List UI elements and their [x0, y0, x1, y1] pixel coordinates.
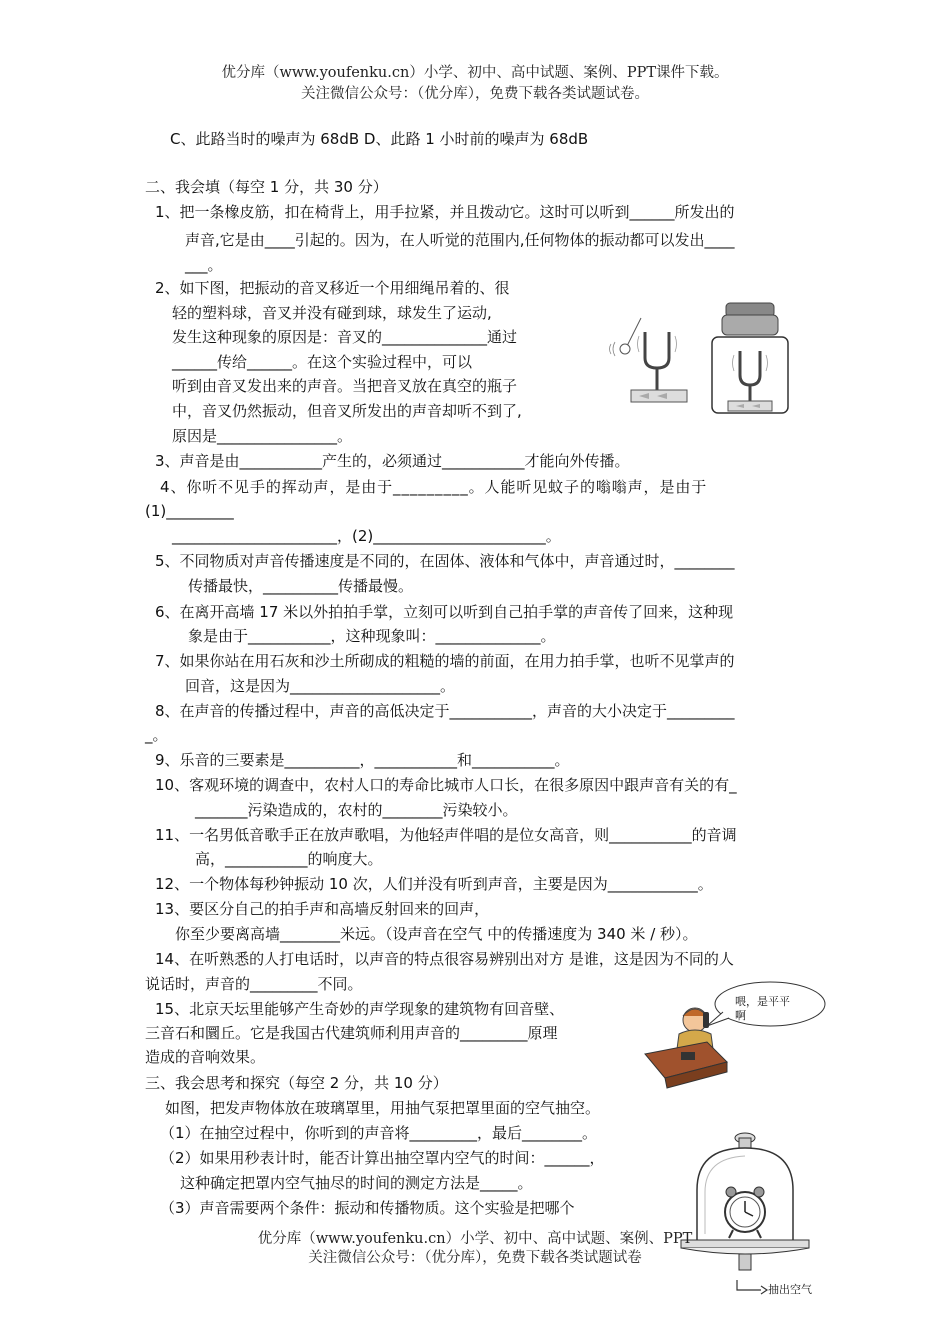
q2-line-2: 轻的塑料球，音叉并没有碰到球，球发生了运动, — [172, 304, 492, 322]
q10-line-2: _______污染造成的，农村的________污染较小。 — [195, 801, 518, 819]
section-3-title: 三、我会思考和探究（每空 2 分，共 10 分） — [145, 1074, 448, 1092]
phone-bubble-line-2: 啊 — [735, 1009, 746, 1022]
q6-line-2: 象是由于___________，这种现象叫：______________。 — [188, 627, 556, 645]
section-2-title: 二、我会填（每空 1 分，共 30 分） — [145, 178, 388, 196]
q5-line-2: 传播最快，__________传播最慢。 — [188, 577, 414, 595]
q13-line-2: 你至少要离高墙________米远。（设声音在空气 中的传播速度为 340 米 / 秒）。 — [175, 925, 698, 943]
q2-line-1: 2、如下图，把振动的音叉移近一个用细绳吊着的、很 — [155, 279, 510, 297]
footer-line-1: 优分库（www.youfenku.cn）小学、初中、高中试题、案例、PPT — [257, 1231, 693, 1247]
q15-line-1: 15、北京天坛里能够产生奇妙的声学现象的建筑物有回音壁、 — [155, 1000, 565, 1018]
header-line-2: 关注微信公众号：（优分库），免费下载各类试题试卷。 — [301, 86, 649, 102]
phone-bubble-line-1: 喂，是平平 — [735, 995, 790, 1008]
q10-line-1: 10、客观环境的调查中，农村人口的寿命比城市人口长，在很多原因中跟声音有关的有_ — [155, 776, 737, 794]
q8-line-1: 8、在声音的传播过程中，声音的高低决定于___________，声音的大小决定于_________ — [155, 702, 735, 720]
q4-line-3: ______________________，(2)_______________________。 — [172, 527, 561, 545]
p3-line-3: （2）如果用秒表计时，能否计算出抽空罩内空气的时间：______， — [160, 1149, 605, 1167]
q4-line-2: (1)_________ — [145, 502, 234, 520]
p3-line-1: 如图，把发声物体放在玻璃罩里，用抽气泵把罩里面的空气抽空。 — [165, 1099, 601, 1117]
q8-line-2: _。 — [145, 726, 168, 744]
header-line-1: 优分库（www.youfenku.cn）小学、初中、高中试题、案例、PPT课件下载。 — [221, 65, 729, 81]
tuning-fork-jar-figure — [710, 303, 790, 415]
q5-line-1: 5、不同物质对声音传播速度是不同的，在固体、液体和气体中，声音通过时，________ — [155, 552, 735, 570]
q6-line-1: 6、在离开高墙 17 米以外拍拍手掌，立刻可以听到自己拍手掌的声音传了回来，这种现 — [155, 603, 734, 621]
q7-line-1: 7、如果你站在用石灰和沙土所砌成的粗糙的墙的前面，在用力拍手掌，也听不见掌声的 — [155, 652, 735, 670]
q14-line-1: 14、在听熟悉的人打电话时，以声音的特点很容易辨别出对方 是谁，这是因为不同的人 — [155, 950, 734, 968]
q4-line-1: 4、你听不见手的挥动声，是由于_________。人能听见蚊子的嗡嗡声，是由于 — [160, 478, 708, 496]
q9: 9、乐音的三要素是__________，___________和___________。 — [155, 751, 570, 769]
q15-line-2: 三音石和圜丘。它是我国古代建筑师利用声音的_________原理 — [145, 1024, 558, 1042]
q13-line-1: 13、要区分自己的拍手声和高墙反射回来的回声， — [155, 900, 490, 918]
p3-line-2: （1）在抽空过程中，你听到的声音将_________，最后________。 — [160, 1124, 598, 1142]
q2-line-4: ______传给______。在这个实验过程中，可以 — [172, 353, 473, 371]
q7-line-2: 回音，这是因为____________________。 — [185, 677, 456, 695]
q2-line-7: 原因是________________。 — [172, 427, 353, 445]
q2-line-5: 听到由音叉发出来的声音。当把音叉放在真空的瓶子 — [172, 377, 518, 395]
q12: 12、一个物体每秒钟振动 10 次，人们并没有听到声音，主要是因为____________。 — [155, 875, 713, 893]
q1-line-2: 声音,它是由____引起的。因为，在人听觉的范围内,任何物体的振动都可以发出____ — [185, 231, 735, 249]
q15-line-3: 造成的音响效果。 — [145, 1048, 266, 1066]
q14-line-2: 说话时，声音的_________不同。 — [145, 975, 363, 993]
tuning-fork-ball-figure — [605, 318, 695, 408]
option-cd: C、此路当时的噪声为 68dB D、此路 1 小时前的噪声为 68dB — [170, 130, 589, 148]
footer-line-2: 关注微信公众号：（优分库），免费下载各类试题试卷 — [308, 1250, 642, 1266]
q2-line-3: 发生这种现象的原因是：音叉的______________通过 — [172, 328, 518, 346]
q11-line-1: 11、一名男低音歌手正在放声歌唱，为他轻声伴唱的是位女高音，则___________的音调 — [155, 826, 737, 844]
q2-line-6: 中，音叉仍然振动，但音叉所发出的声音却听不到了, — [172, 402, 522, 420]
q1-line-3: ___。 — [185, 256, 223, 274]
pump-label: 抽出空气 — [768, 1283, 812, 1296]
p3-line-5: （3）声音需要两个条件：振动和传播物质。这个实验是把哪个 — [160, 1199, 575, 1217]
q3: 3、声音是由___________产生的，必须通过___________才能向外传播。 — [155, 452, 630, 470]
q11-line-2: 高，___________的响度大。 — [195, 850, 383, 868]
p3-line-4: 这种确定把罩内空气抽尽的时间的测定方法是_____。 — [180, 1174, 533, 1192]
q1-line-1: 1、把一条橡皮筋，扣在椅背上，用手拉紧，并且拨动它。这时可以听到______所发出的 — [155, 203, 735, 221]
